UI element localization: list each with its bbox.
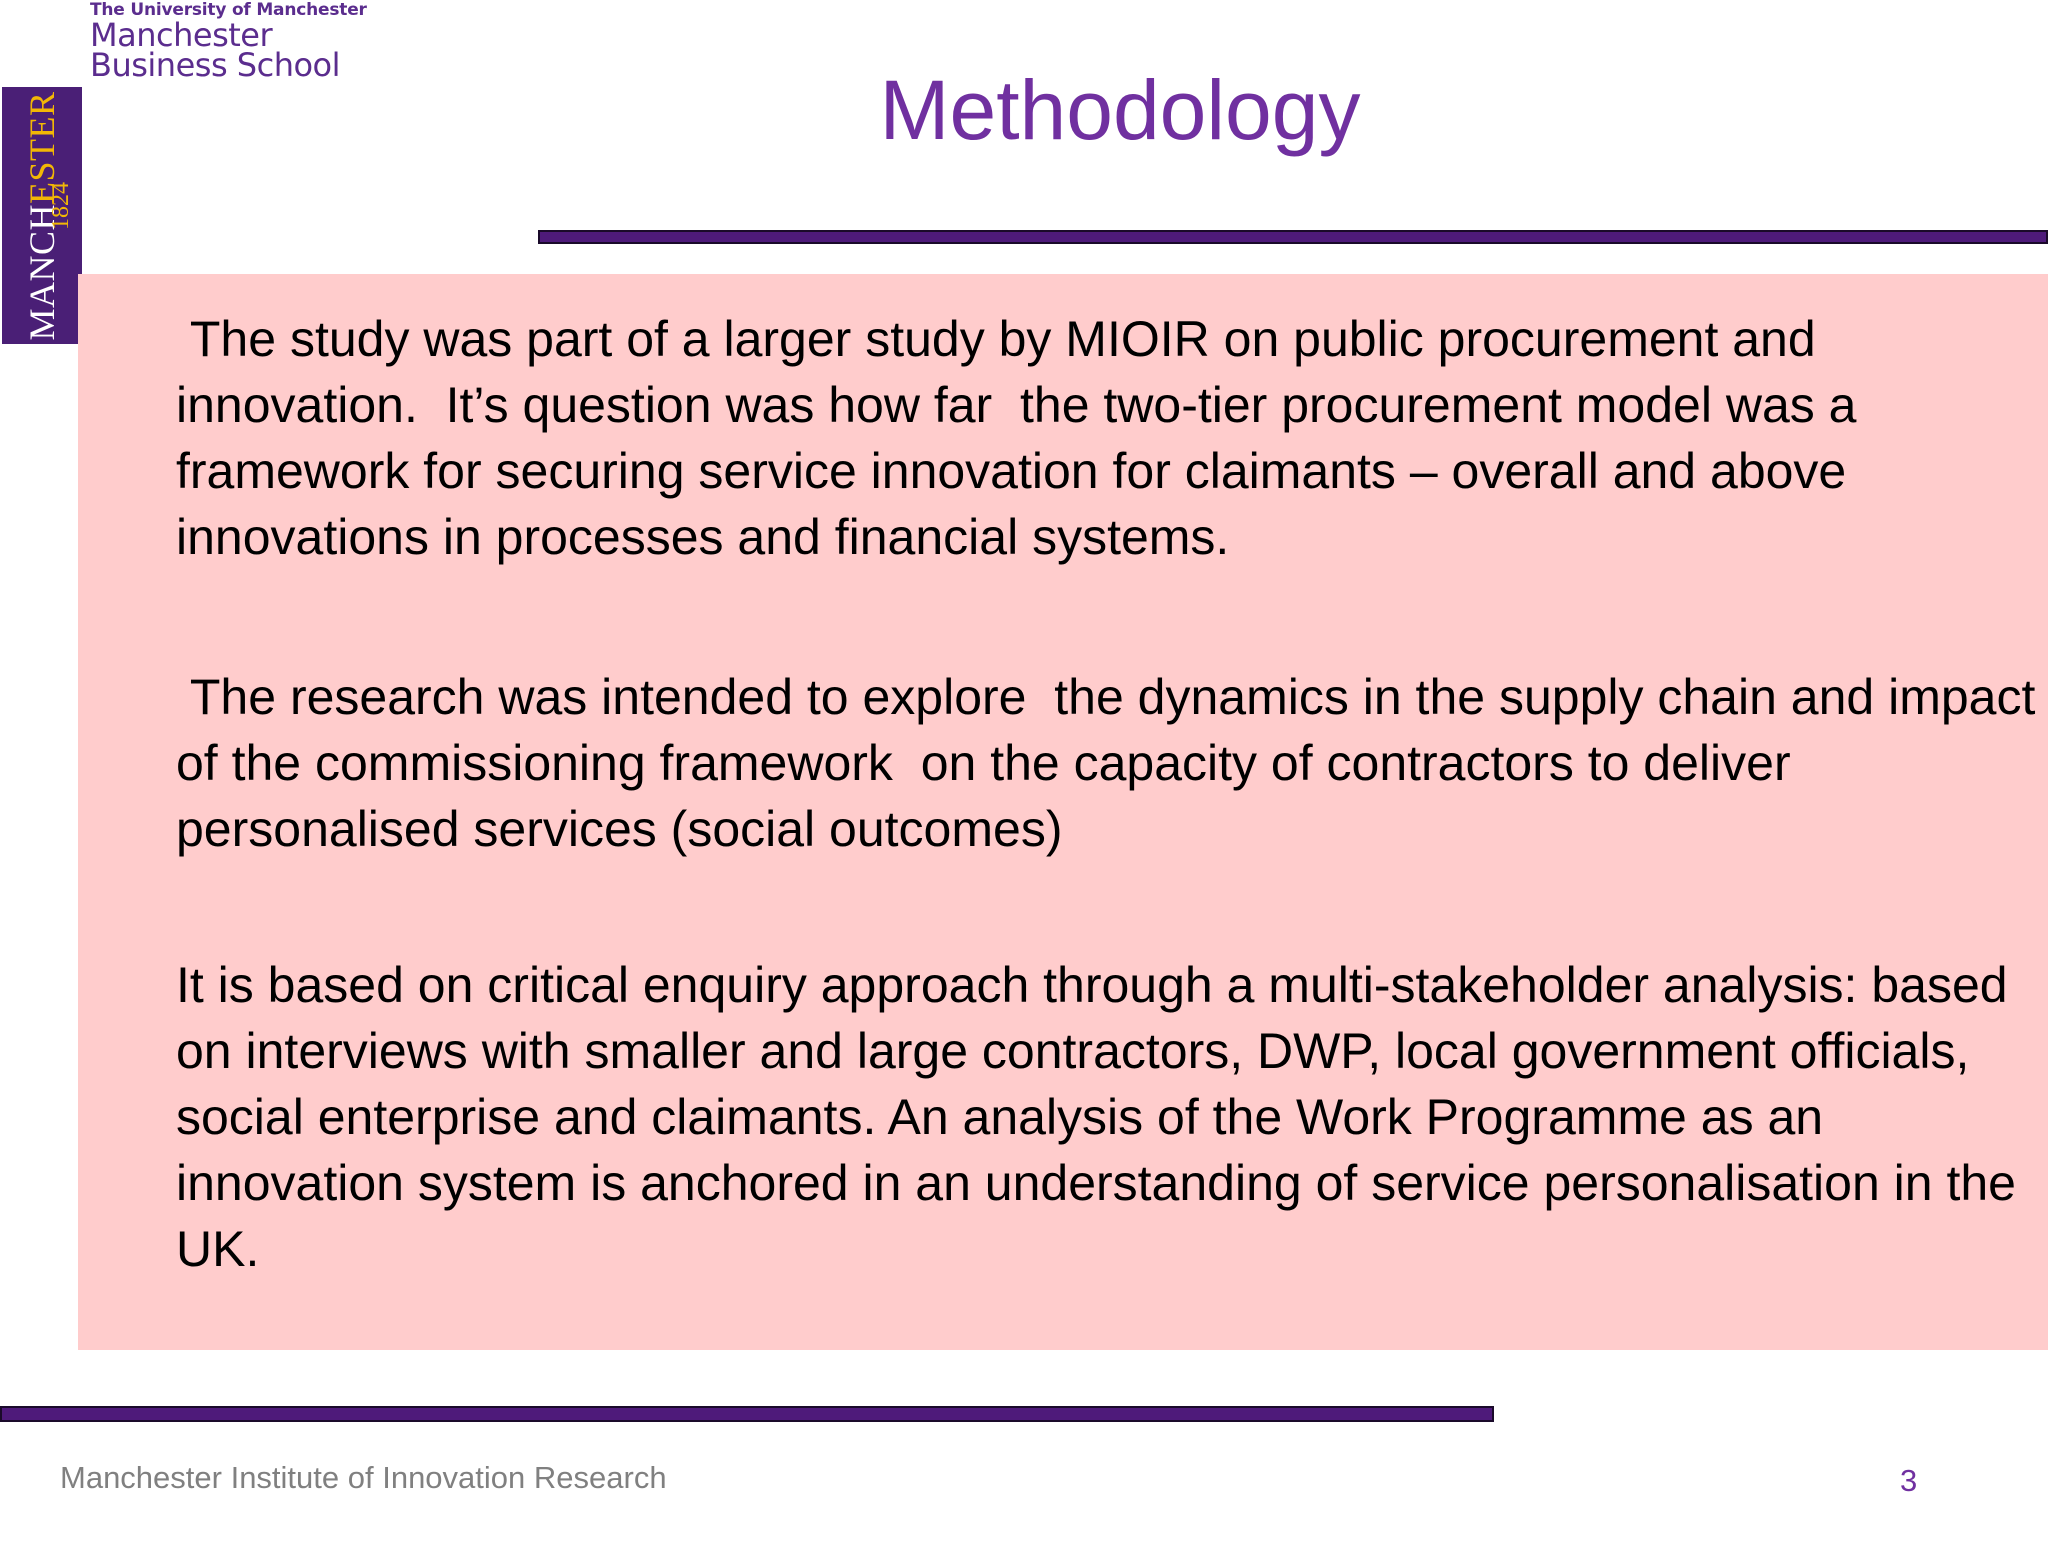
- school-name-line2: Business School: [90, 46, 341, 84]
- school-name-line1: Manchester: [90, 16, 273, 54]
- crest-year: 1824: [48, 182, 74, 230]
- footer-institute: Manchester Institute of Innovation Research: [60, 1460, 667, 1495]
- content-box: [78, 274, 2048, 1350]
- top-divider: [538, 230, 2048, 244]
- crest-wordmark-part-b: ESTER: [22, 90, 62, 204]
- paragraph-research-aim: The research was intended to explore the dynamics in the supply chain and impact of the commissioning framework on the capacity of contractors to deliver personalised services (social outcomes): [176, 669, 2036, 857]
- paragraph-approach: It is based on critical enquiry approach through a multi-stakeholder analysis: based on interviews with smaller and large contractors, DWP, local government officials, social enterprise and claimants. An analysis of the Work Programme as an innovation system is anchored in an understanding of service personalisation in the UK.: [176, 957, 2016, 1277]
- bottom-divider: [0, 1406, 1494, 1422]
- page-number: 3: [1900, 1463, 1918, 1498]
- manchester-crest-logo: [2, 87, 82, 344]
- university-name: The University of Manchester: [90, 0, 367, 20]
- paragraph-study-context: The study was part of a larger study by MIOIR on public procurement and innovation. It’s question was how far the two-tier procurement model was a framework for securing service innovation for claimants – overall and above innovations in processes and financial systems.: [176, 311, 1857, 565]
- slide-title: Methodology: [879, 63, 1361, 157]
- business-school-logo: [90, 0, 367, 84]
- crest-wordmark-part-a: MANCH: [22, 203, 62, 341]
